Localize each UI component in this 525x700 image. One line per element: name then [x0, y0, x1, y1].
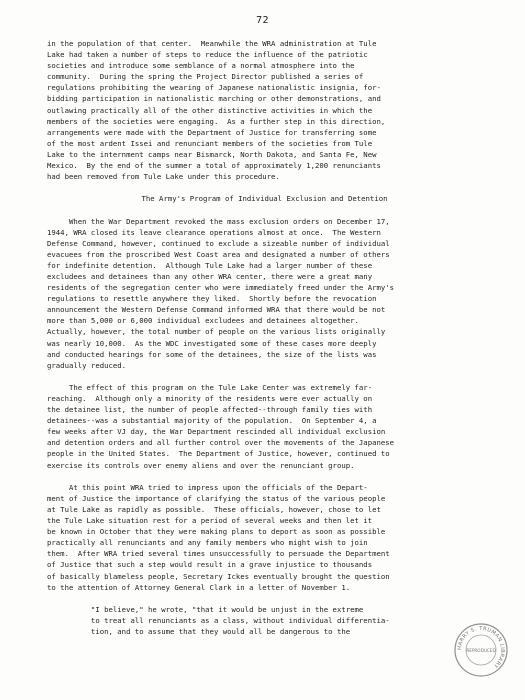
text-line: evacuees from the proscribed West Coast area and designated a number of others: [47, 249, 390, 259]
text-line: few weeks after VJ day, the War Department rescinded all individual exclusion: [47, 427, 386, 437]
text-line: At this point WRA tried to impress upon the officials of the Depart-: [47, 482, 368, 492]
paragraph-3: [47, 382, 492, 471]
text-line: Mexico. By the end of the summer a total of approximately 1,200 renunciants: [47, 161, 381, 171]
text-line: of basically blameless people, Secretary Ickes eventually brought the question: [47, 571, 390, 581]
text-line: and detention orders and all further control over the movements of the Japanese: [47, 438, 395, 448]
paragraph-2: [47, 216, 492, 371]
text-line: bidding participation in nationalistic marching or other demonstrations, and: [47, 94, 381, 104]
text-line: announcement the Western Defense Command informed WRA that there would be not: [47, 305, 386, 315]
text-line: exercise its controls over enemy aliens and over the renunciant group.: [47, 460, 355, 470]
text-line: excludees and detainees than any other WRA center, there were a great many: [47, 271, 373, 281]
body-text: [47, 38, 492, 637]
text-line: outlawing practically all of the other distinctive activities in which the: [47, 105, 373, 115]
text-line: community. During the spring the Project Director published a series of: [47, 72, 364, 82]
text-line: for indefinite detention. Although Tule Lake had a larger number of these: [47, 260, 373, 270]
text-line: them. After WRA tried several times unsuccessfully to persuade the Department: [47, 549, 390, 559]
text-line: 1944, WRA closed its leave clearance operations almost at once. The Western: [47, 227, 381, 237]
paragraph-gap: [47, 471, 492, 482]
stamp-seal-graphic: [453, 622, 509, 678]
paragraph-gap: [47, 371, 492, 382]
paragraph-gap: [47, 593, 492, 604]
text-line: the Tule Lake situation rest for a period of several weeks and then let it: [47, 516, 373, 526]
text-line: ment of Justice the importance of clarifying the status of the various people: [47, 493, 386, 503]
text-line: Actually, however, the total number of people on the various lists originally: [47, 327, 386, 337]
text-line: more than 5,000 or 6,000 individual excludees and detainees altogether.: [47, 316, 359, 326]
section-heading: The Army's Program of Individual Exclusion and Detention: [141, 194, 388, 204]
text-line: societies and introduce some semblance of a normal atmosphere into the: [47, 61, 355, 71]
text-line: When the War Department revoked the mass exclusion orders on December 17,: [47, 216, 390, 226]
text-line: members of the societies were engaging. As a further step in this direction,: [47, 116, 386, 126]
text-line: residents of the segregation center who were immediately freed under the Army's: [47, 283, 395, 293]
text-line: be known in October that they were making plans to deport as soon as possible: [47, 527, 386, 537]
text-line: was nearly 10,000. As the WDC investigated some of these cases more deeply: [47, 338, 377, 348]
text-line: and conducted hearings for some of the detainees, the size of the lists was: [47, 349, 377, 359]
text-line: detainees--was a substantial majority of the population. On September 4, a: [47, 416, 377, 426]
text-line: to the attention of Attorney General Clark in a letter of November 1.: [47, 582, 351, 592]
text-line: had been removed from Tule Lake under this procedure.: [47, 172, 280, 182]
text-line: people in the United States. The Department of Justice, however, continued to: [47, 449, 390, 459]
text-line: in the population of that center. Meanwhile the WRA administration at Tule: [47, 39, 377, 48]
text-line: practically all renunciants and any family members who might wish to join: [47, 538, 368, 548]
paragraph-5-quote: [47, 604, 492, 637]
text-line: regulations to resettle anywhere they liked. Shortly before the revocation: [47, 294, 377, 304]
text-line: tion, and to assume that they would all be dangerous to the: [47, 626, 351, 636]
text-line: regulations prohibiting the wearing of Japanese nationalistic insignia, for-: [47, 83, 381, 93]
paragraph-4: [47, 482, 492, 593]
text-line: Lake to the internment camps near Bismarck, North Dakota, and Santa Fe, New: [47, 149, 377, 159]
text-line: to treat all renunciants as a class, without individual differentia-: [47, 615, 390, 625]
stamp-ring-text: HARRY S. TRUMAN LIBRARY: [456, 625, 506, 669]
paragraph-gap: [47, 204, 492, 215]
text-line: gradually reduced.: [47, 360, 127, 370]
page-number: 72: [256, 15, 269, 26]
text-line: reaching. Although only a minority of the residents were ever actually on: [47, 394, 373, 403]
stamp-center-text: REPRODUCED: [466, 648, 496, 653]
paragraph-gap: [47, 182, 492, 193]
text-line: at Tule Lake as rapidly as possible. These officials, however, chose to let: [47, 504, 381, 514]
text-line: arrangements were made with the Department of Justice for transferring some: [47, 127, 377, 137]
paragraph-1: [47, 38, 492, 182]
text-line: Defense Command, however, continued to exclude a sizeable number of individual: [47, 238, 390, 248]
text-line: the detainee list, the number of people affected--through family ties with: [47, 405, 373, 415]
text-line: "I believe," he wrote, "that it would be unjust in the extreme: [47, 604, 364, 614]
text-line: The effect of this program on the Tule Lake Center was extremely far-: [47, 382, 373, 392]
text-line: of the most ardent Issei and renunciant members of the societies from Tule: [47, 138, 373, 148]
text-line: of Justice that such a step would result in a grave injustice to thousands: [47, 560, 373, 570]
library-stamp-seal: [453, 622, 509, 678]
text-line: Lake had taken a number of steps to reduce the influence of the patriotic: [47, 50, 368, 60]
